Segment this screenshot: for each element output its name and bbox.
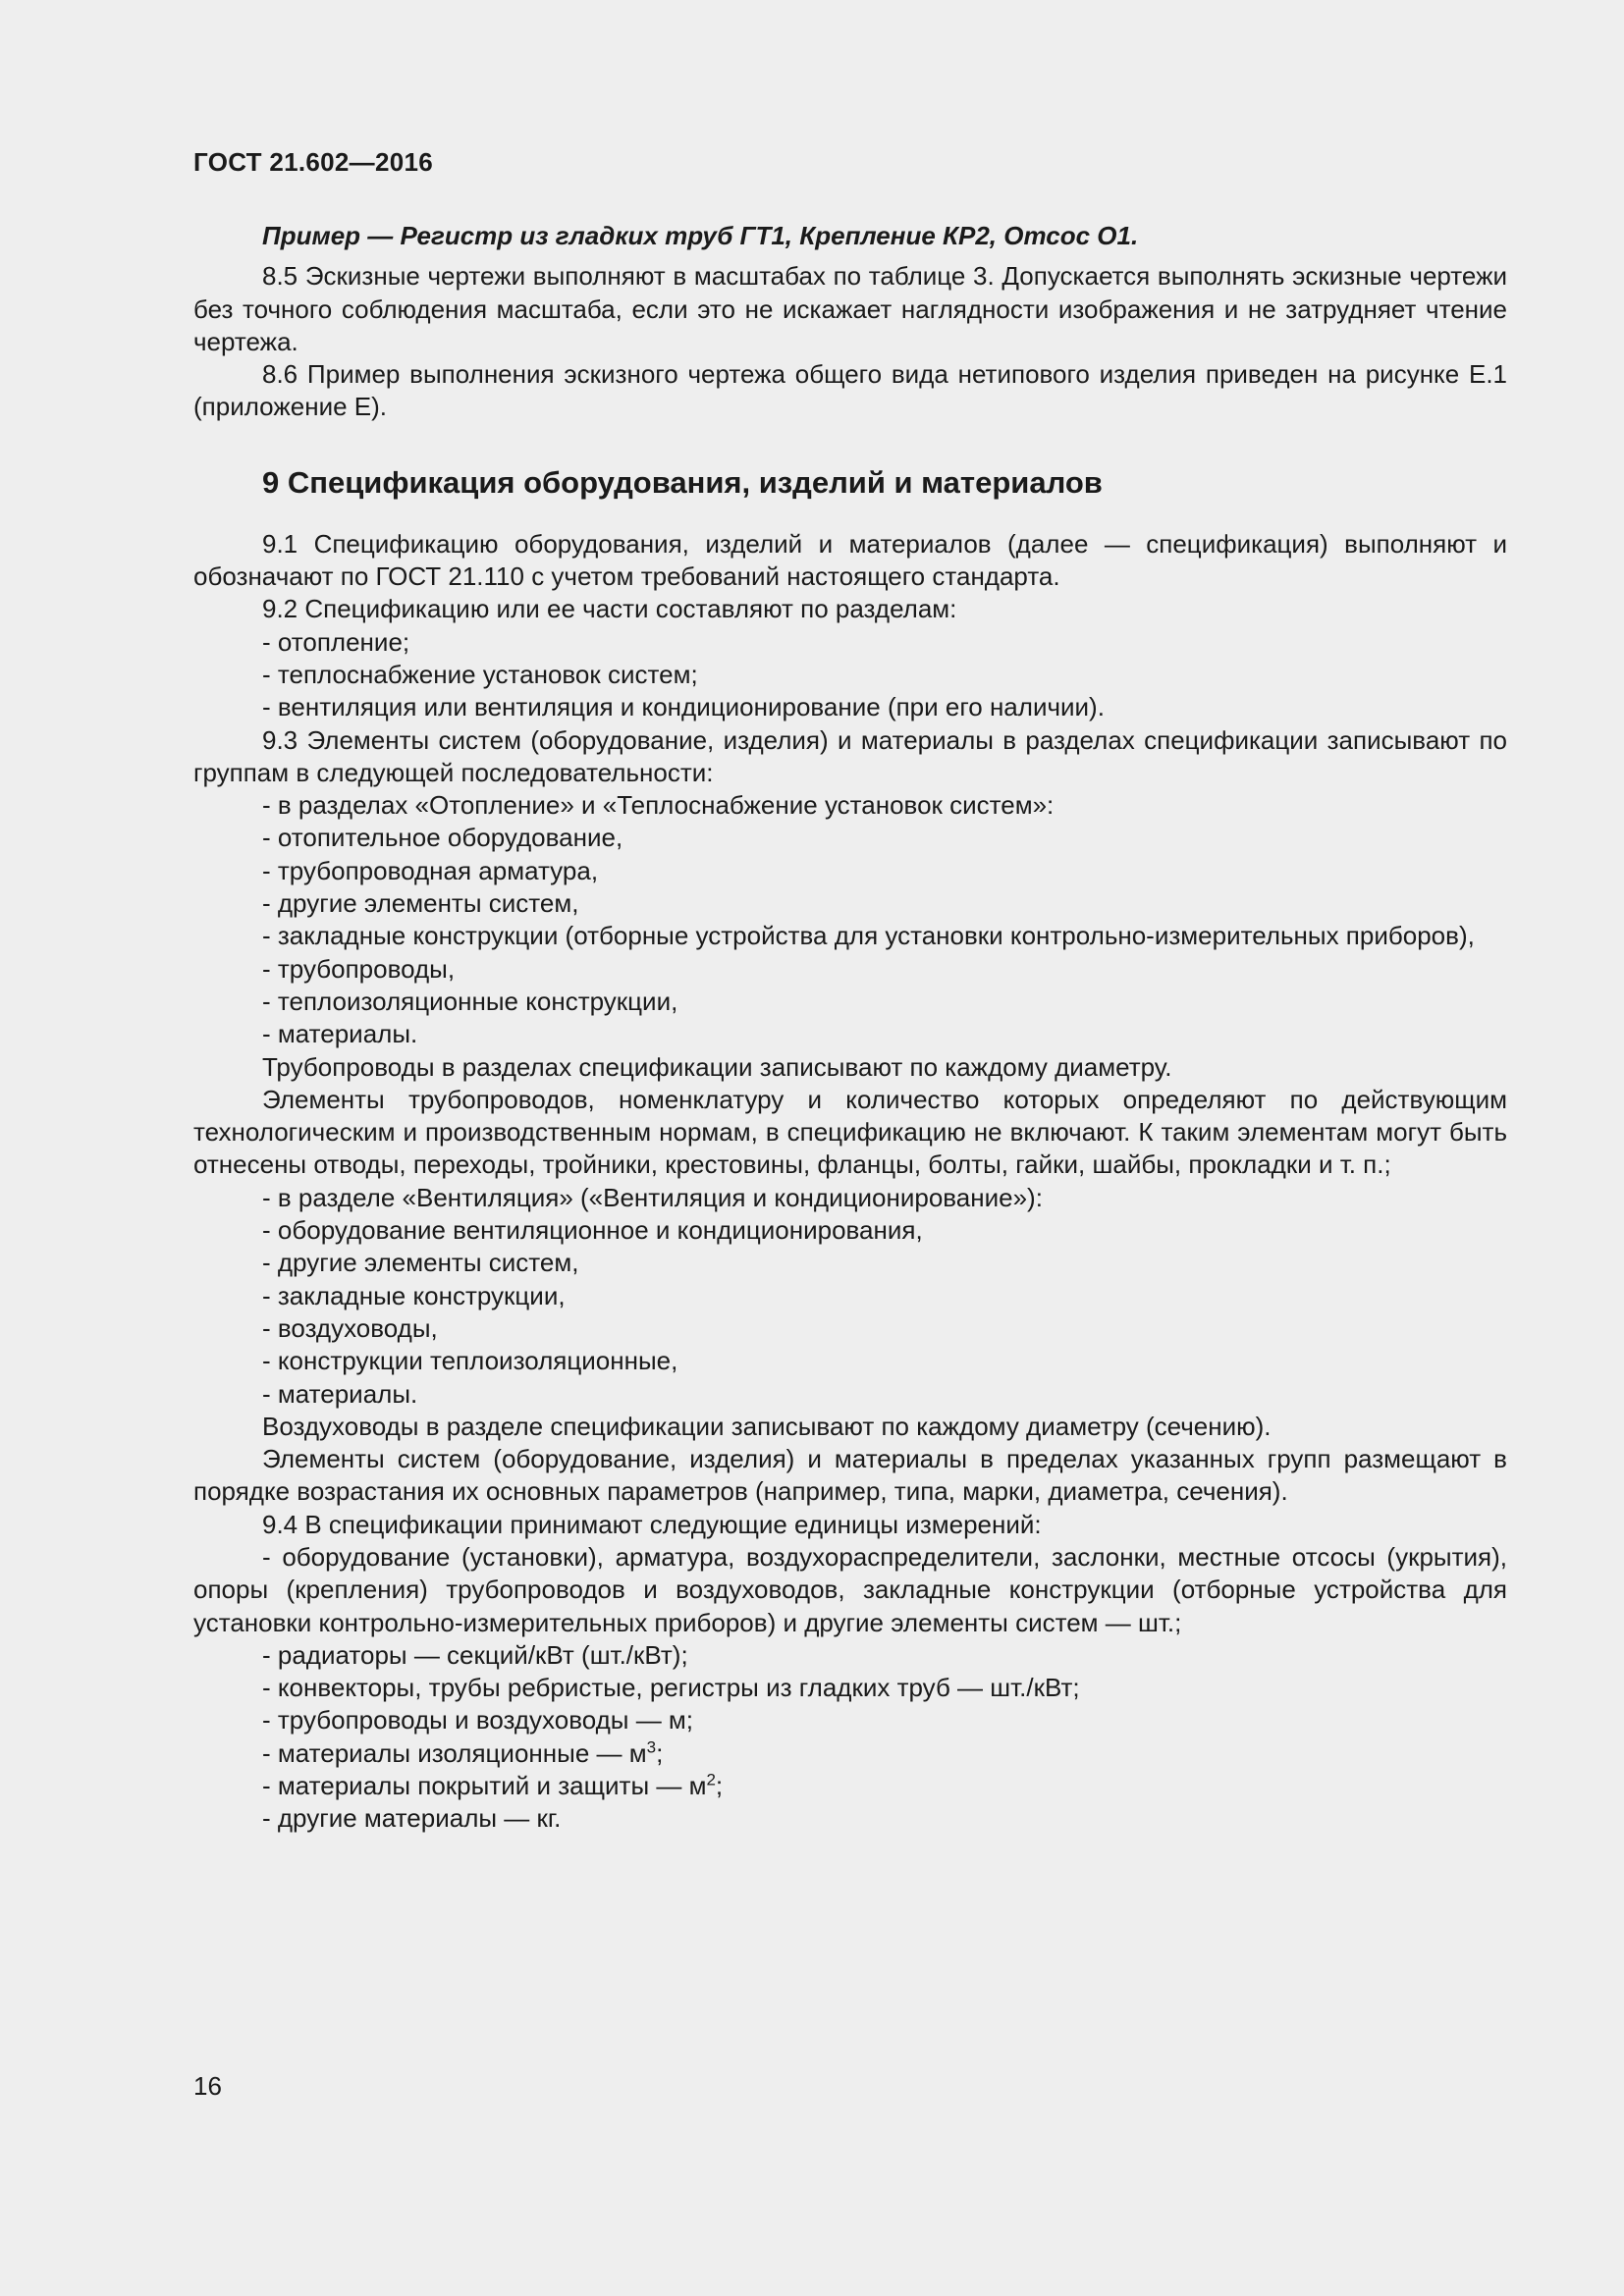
list-item: - конвекторы, трубы ребристые, регистры из гладких труб — шт./кВт; bbox=[262, 1673, 1080, 1703]
list-item: - в разделе «Вентиляция» («Вентиляция и кондиционирование»): bbox=[262, 1182, 1043, 1212]
semicolon: ; bbox=[715, 1771, 724, 1801]
list-item-coating bbox=[193, 1770, 1507, 1802]
cubic-exponent: 3 bbox=[646, 1737, 657, 1757]
list-item: - закладные конструкции, bbox=[262, 1280, 566, 1310]
list-item: - теплоизоляционные конструкции, bbox=[262, 986, 678, 1016]
list-item: - радиаторы — секций/кВт (шт./кВт); bbox=[262, 1639, 688, 1670]
paragraph-9-4: 9.4 В спецификации принимают следующие единицы измерений: bbox=[262, 1509, 1042, 1539]
list-item: - трубопроводная арматура, bbox=[262, 855, 599, 885]
paragraph-9-2: 9.2 Спецификацию или ее части составляют по разделам: bbox=[262, 594, 957, 624]
list-item: - воздуховоды, bbox=[262, 1312, 438, 1343]
semicolon: ; bbox=[656, 1737, 664, 1768]
list-item: - другие материалы — кг. bbox=[262, 1803, 562, 1834]
list-item: - трубопроводы, bbox=[262, 953, 456, 984]
coating-text: - материалы покрытий и защиты — м bbox=[262, 1771, 707, 1801]
list-item: - теплоснабжение установок систем; bbox=[262, 659, 698, 689]
paragraph-9-3: 9.3 Элементы систем (оборудование, изделия) и материалы в разделах спецификации записывают по группам в следующей последовательности: bbox=[193, 724, 1507, 787]
paragraph-8-5: 8.5 Эскизные чертежи выполняют в масштабах по таблице 3. Допускается выполнять эскизные чертежи без точного соблюдения масштаба, если это не искажает наглядности изображения и не затрудняет чтение чертежа. bbox=[193, 261, 1507, 356]
standard-code-header: ГОСТ 21.602—2016 bbox=[193, 147, 434, 177]
example-line: Пример — Регистр из гладких труб ГТ1, Крепление КР2, Отсос О1. bbox=[262, 221, 1139, 250]
insulation-text: - материалы изоляционные — м bbox=[262, 1737, 647, 1768]
list-item-insulation bbox=[193, 1737, 1507, 1770]
list-item: - закладные конструкции (отборные устройства для установки контрольно-измерительных приборов), bbox=[262, 921, 1475, 951]
paragraph-order: Элементы систем (оборудование, изделия) и материалы в пределах указанных групп размещают в порядке возрастания их основных параметров (например, типа, марки, диаметра, сечения). bbox=[193, 1444, 1507, 1507]
paragraph-8-6: 8.6 Пример выполнения эскизного чертежа общего вида нетипового изделия приведен на рисунке Е.1 (приложение Е). bbox=[193, 359, 1507, 422]
section-9-title: 9 Спецификация оборудования, изделий и материалов bbox=[262, 464, 1103, 500]
paragraph-9-1: 9.1 Спецификацию оборудования, изделий и материалов (далее — спецификация) выполняют и обозначают по ГОСТ 21.110 с учетом требований настоящего стандарта. bbox=[193, 528, 1507, 592]
list-item: - отопительное оборудование, bbox=[262, 823, 623, 853]
paragraph-ducts: Воздуховоды в разделе спецификации записывают по каждому диаметру (сечению). bbox=[262, 1411, 1272, 1441]
document-body bbox=[193, 220, 1507, 1836]
square-exponent: 2 bbox=[706, 1770, 716, 1789]
list-item: - оборудование (установки), арматура, воздухораспределители, заслонки, местные отсосы (укрытия), опоры (крепления) трубопроводов и воздуховодов, закладные конструкции (отборные устройства для установки контрольно-измерительных приборов) и другие элементы систем — шт.; bbox=[193, 1541, 1507, 1637]
list-item: - материалы. bbox=[262, 1019, 418, 1049]
list-item: - отопление; bbox=[262, 626, 410, 657]
list-item: - другие элементы систем, bbox=[262, 888, 579, 919]
list-item: - конструкции теплоизоляционные, bbox=[262, 1346, 678, 1376]
list-item: - вентиляция или вентиляция и кондиционирование (при его наличии). bbox=[262, 692, 1105, 722]
paragraph-pipes: Трубопроводы в разделах спецификации записывают по каждому диаметру. bbox=[262, 1051, 1172, 1082]
list-item: - в разделах «Отопление» и «Теплоснабжение установок систем»: bbox=[262, 790, 1055, 821]
list-item: - материалы. bbox=[262, 1378, 418, 1409]
list-item: - другие элементы систем, bbox=[262, 1248, 579, 1278]
list-item: - оборудование вентиляционное и кондиционирования, bbox=[262, 1215, 923, 1246]
page-number: 16 bbox=[193, 2071, 222, 2101]
list-item: - трубопроводы и воздуховоды — м; bbox=[262, 1705, 694, 1735]
paragraph-pipe-elements: Элементы трубопроводов, номенклатуру и количество которых определяют по действующим технологическим и производственным нормам, в спецификацию не включают. К таким элементам могут быть отнесены отводы, переходы, тройники, крестовины, фланцы, болты, гайки, шайбы, прокладки и т. п.; bbox=[193, 1084, 1507, 1180]
